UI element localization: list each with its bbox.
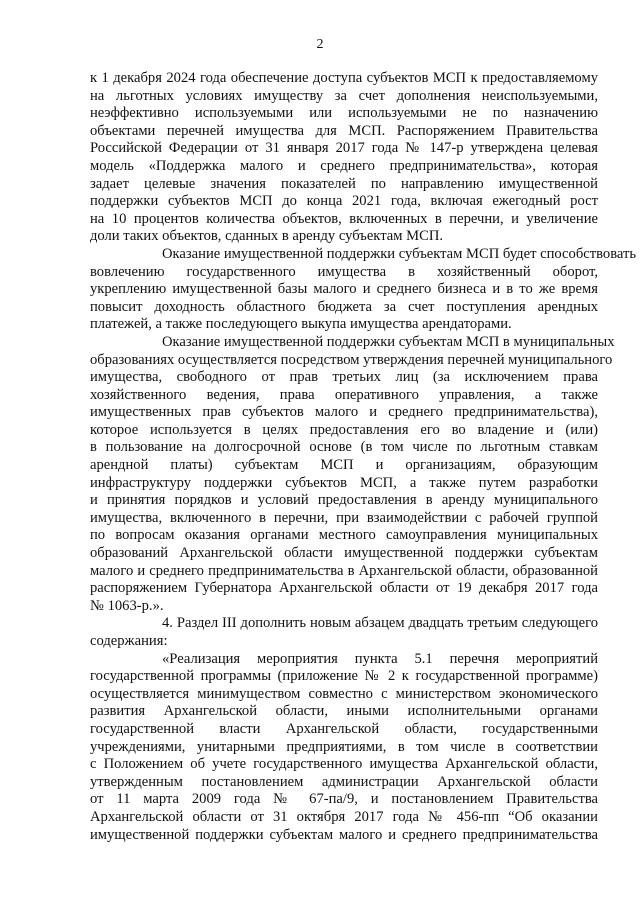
text-line: от 11 марта 2009 года № 67-па/9, и постановлением Правительства bbox=[90, 791, 598, 808]
text-line: укреплению имущественной базы малого и среднего бизнеса и в то же время bbox=[90, 281, 598, 298]
text-line: распоряжением Губернатора Архангельской области от 19 декабря 2017 года bbox=[90, 580, 598, 597]
text-line: имущественных прав субъектов малого и среднего предпринимательства), bbox=[90, 404, 598, 421]
text-line: модель «Поддержка малого и среднего предпринимательства», которая bbox=[90, 157, 598, 174]
text-line: государственной власти Архангельской области, государственными bbox=[90, 720, 598, 737]
paragraph bbox=[90, 333, 615, 616]
paragraph bbox=[90, 651, 598, 845]
text-line: утвержденным постановлением администрации Архангельской области bbox=[90, 773, 598, 790]
paragraph bbox=[90, 245, 637, 334]
text-line: № 1063-р.». bbox=[90, 597, 164, 614]
text-line: Оказание имущественной поддержки субъектам МСП в муниципальных bbox=[162, 333, 615, 350]
text-line: неэффективно используемыми или используемыми не по назначению bbox=[90, 105, 598, 122]
text-line: по вопросам оказания органами местного самоуправления муниципальных bbox=[90, 527, 598, 544]
text-line: Оказание имущественной поддержки субъектам МСП будет способствовать bbox=[162, 245, 637, 262]
text-line: учреждениями, унитарными предприятиями, в том числе в соответствии bbox=[90, 738, 598, 755]
text-line: Российской Федерации от 31 января 2017 года № 147-р утверждена целевая bbox=[90, 140, 598, 157]
paragraph bbox=[90, 615, 598, 650]
text-line: развития Архангельской области, иными исполнительными органами bbox=[90, 703, 598, 720]
text-line: имущества, свободного от прав третьих лиц (за исключением права bbox=[90, 369, 598, 386]
text-line: образований Архангельской области имущественной поддержки субъектам bbox=[90, 545, 598, 562]
paragraph bbox=[90, 70, 598, 246]
text-line: и принятия порядков и условий предоставления в аренду муниципального bbox=[90, 492, 598, 509]
text-line: осуществляется минимуществом совместно с министерством экономического bbox=[90, 685, 598, 702]
text-line: объектами перечней имущества для МСП. Распоряжением Правительства bbox=[90, 122, 598, 139]
text-line: «Реализация мероприятия пункта 5.1 перечня мероприятий bbox=[162, 650, 598, 667]
text-line: к 1 декабря 2024 года обеспечение доступа субъектов МСП к предоставляемому bbox=[90, 70, 598, 86]
text-line: хозяйственного ведения, права оперативного управления, а также bbox=[90, 386, 598, 403]
text-line: в пользование на долгосрочной основе (в том числе по льготным ставкам bbox=[90, 439, 598, 456]
document-body bbox=[90, 70, 637, 844]
text-line: платежей, а также последующего выкупа имущества арендаторами. bbox=[90, 316, 512, 333]
page-number: 2 bbox=[316, 37, 324, 52]
text-line: образованиях осуществляется посредством утверждения перечней муниципального bbox=[90, 351, 613, 368]
text-line: поддержки субъектов МСП до конца 2021 года, включая ежегодный рост bbox=[90, 193, 598, 210]
text-line: содержания: bbox=[90, 633, 168, 649]
text-line: малого и среднего предпринимательства в Архангельской области, образованной bbox=[90, 562, 598, 579]
text-line: инфраструктуру поддержки субъектов МСП, а также путем разработки bbox=[90, 474, 598, 491]
text-line: государственной программы (приложение № 2 к государственной программе) bbox=[90, 668, 598, 685]
text-line: задает целевые значения показателей по направлению имущественной bbox=[90, 175, 598, 192]
text-line: 4. Раздел III дополнить новым абзацем двадцать третьим следующего bbox=[162, 615, 598, 632]
text-line: имущества, включенного в перечни, при взаимодействии с рабочей группой bbox=[90, 509, 598, 526]
text-line: имущественной поддержки субъектам малого и среднего предпринимательства bbox=[90, 826, 598, 843]
text-line: с Положением об учете государственного имущества Архангельской области, bbox=[90, 756, 598, 773]
text-line: вовлечению государственного имущества в хозяйственный оборот, bbox=[90, 263, 598, 280]
text-line: на 10 процентов количества объектов, включенных в перечни, и увеличение bbox=[90, 210, 598, 227]
text-line: которое используется в целях предоставления его во владение и (или) bbox=[90, 421, 598, 438]
text-line: повысит доходность областного бюджета за счет поступления арендных bbox=[90, 298, 598, 315]
text-line: доли таких объектов, сданных в аренду субъектам МСП. bbox=[90, 228, 444, 245]
text-line: арендной платы) субъектам МСП и организациям, образующим bbox=[90, 457, 598, 474]
text-line: на льготных условиях имуществу за счет дополнения неиспользуемыми, bbox=[90, 87, 598, 104]
text-line: Архангельской области от 31 октября 2017 года № 456-пп “Об оказании bbox=[90, 808, 598, 825]
